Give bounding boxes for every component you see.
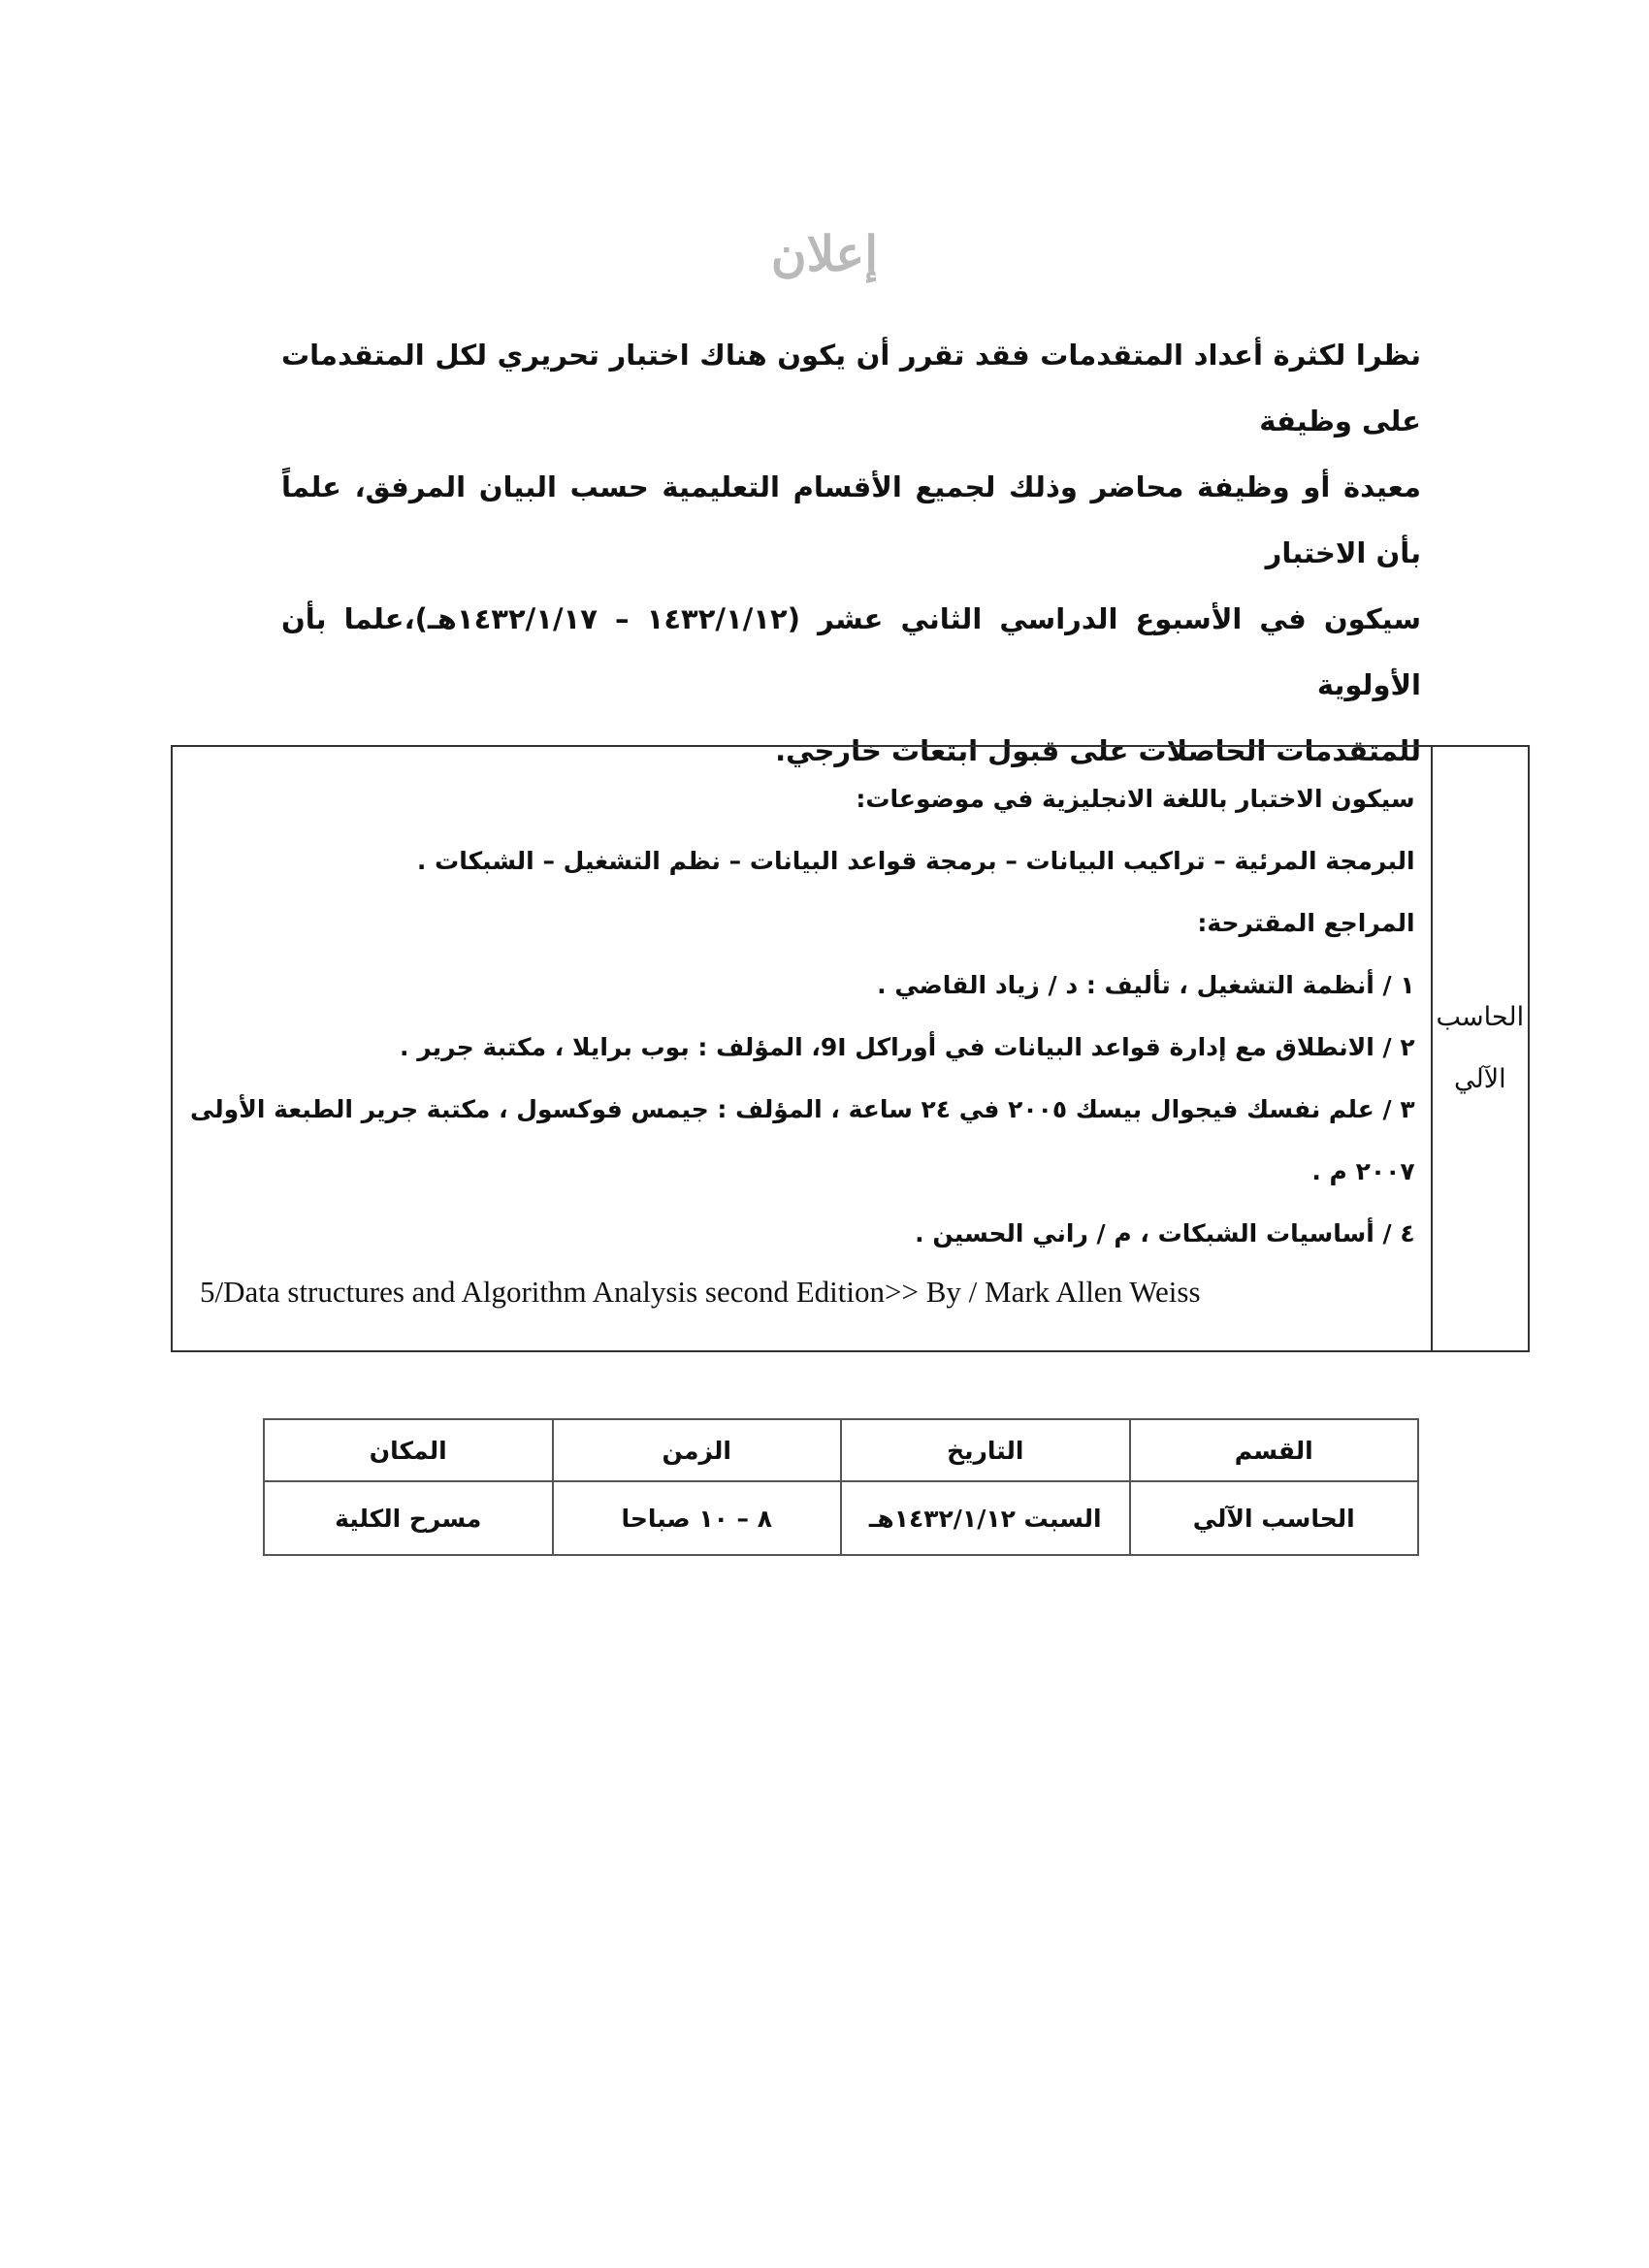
- paragraph-line: نظرا لكثرة أعداد المتقدمات فقد تقرر أن يكون هناك اختبار تحريري لكل المتقدمات على وظيفة: [281, 339, 1421, 437]
- header-department: القسم: [1130, 1419, 1419, 1481]
- cell-department: الحاسب الآلي: [1130, 1481, 1419, 1555]
- references-heading: المراجع المقترحة:: [1197, 909, 1415, 937]
- paragraph-line: سيكون في الأسبوع الدراسي الثاني عشر (١٤٣٢/١/١٢ – ١٤٣٢/١/١٧هـ)،علما بأن الأولوية: [281, 602, 1421, 701]
- cell-location: مسرح الكلية: [264, 1481, 553, 1555]
- reference-item: ٤ / أساسيات الشبكات ، م / راني الحسين .: [915, 1219, 1415, 1247]
- department-name-line1: الحاسب: [1436, 1002, 1525, 1032]
- reference-item-continued: ٢٠٠٧ م .: [1311, 1157, 1415, 1185]
- header-date: التاريخ: [841, 1419, 1130, 1481]
- announcement-title: إعلان: [770, 225, 879, 282]
- reference-item-english: 5/Data structures and Algorithm Analysis second Edition>> By / Mark Allen Weiss: [200, 1275, 1201, 1309]
- reference-item: ٢ / الانطلاق مع إدارة قواعد البيانات في أوراكل 9I، المؤلف : بوب برايلا ، مكتبة جرير .: [400, 1033, 1415, 1061]
- subjects-content-cell: [173, 747, 1431, 1350]
- department-name-line2: الآلي: [1453, 1064, 1506, 1094]
- exam-language-line: سيكون الاختبار باللغة الانجليزية في موضوعات:: [856, 785, 1415, 813]
- header-location: المكان: [264, 1419, 553, 1481]
- reference-item: ٣ / علم نفسك فيجوال بيسك ٢٠٠٥ في ٢٤ ساعة ، المؤلف : جيمس فوكسول ، مكتبة جرير الطبعة الأولى: [190, 1095, 1415, 1123]
- paragraph-line: للمتقدمات الحاصلات على قبول ابتعاث خارجي.: [775, 734, 1421, 767]
- department-cell: [1431, 747, 1528, 1350]
- cell-time: ٨ – ١٠ صباحا: [553, 1481, 842, 1555]
- subjects-list: البرمجة المرئية – تراكيب البيانات – برمجة قواعد البيانات – نظم التشغيل – الشبكات .: [416, 847, 1415, 875]
- reference-item: ١ / أنظمة التشغيل ، تأليف : د / زياد القاضي .: [877, 971, 1415, 999]
- table-header-row: [264, 1419, 1418, 1481]
- header-time: الزمن: [553, 1419, 842, 1481]
- table-row: [264, 1481, 1418, 1555]
- exam-schedule-table: [263, 1418, 1419, 1556]
- paragraph-line: معيدة أو وظيفة محاضر وذلك لجميع الأقسام التعليمية حسب البيان المرفق، علماً بأن الاختبار: [281, 470, 1421, 569]
- announcement-paragraph: [281, 322, 1421, 784]
- cell-date: السبت ١٤٣٢/١/١٢هـ: [841, 1481, 1130, 1555]
- exam-subjects-table: [171, 745, 1530, 1352]
